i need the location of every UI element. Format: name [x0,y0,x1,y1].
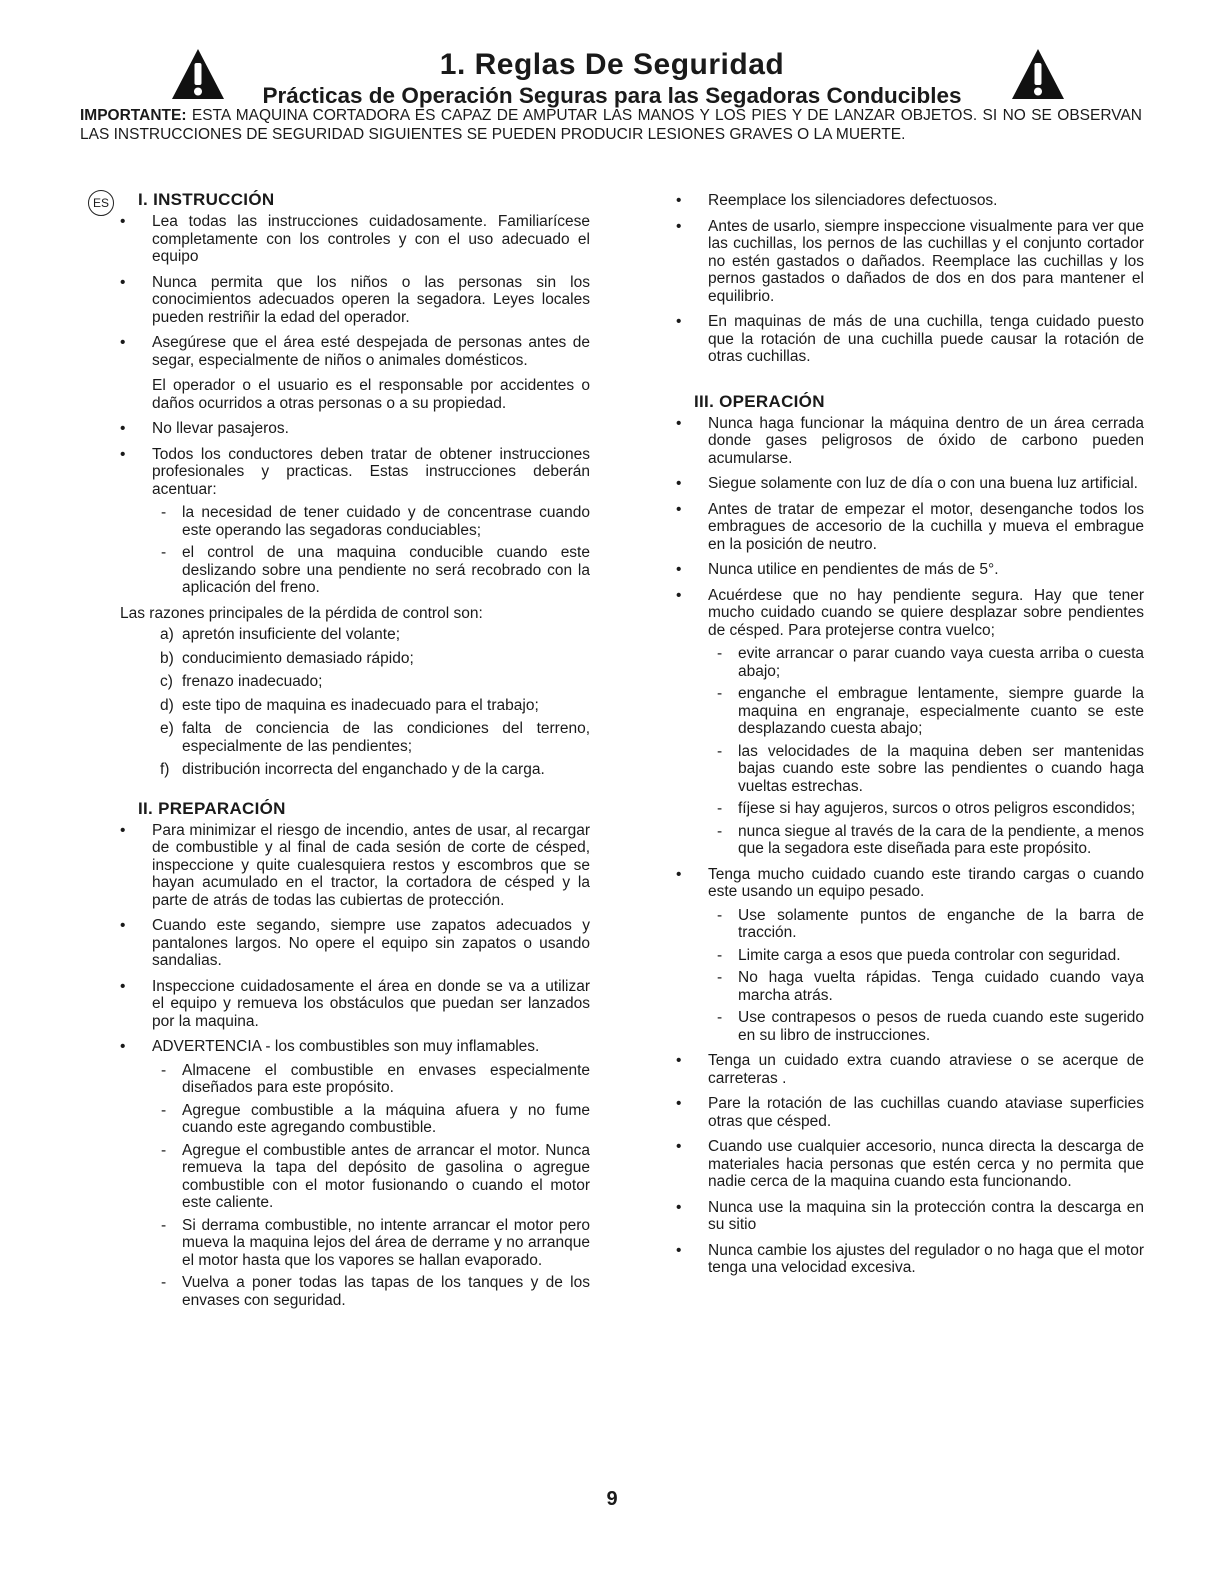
dash-item: - nunca siegue al través de la cara de la pendiente, a menos que la segadora este diseñada para este propósito. [708,823,1144,858]
alpha-letter: d) [160,696,174,714]
right-column [676,192,1144,1285]
dash-item: - Use solamente puntos de enganche de la barra de tracción. [708,907,1144,942]
alpha-letter: b) [160,649,174,667]
list-item: • Inspeccione cuidadosamente el área en donde se va a utilizar el equipo y remueva los obstáculos que puedan ser lanzados por la maquina. [120,978,590,1031]
alpha-text: distribución incorrecta del enganchado y de la carga. [182,761,545,778]
important-warning [80,106,1142,144]
dash-list [708,645,1144,858]
list-item: • Para minimizar el riesgo de incendio, antes de usar, al recargar de combustible y al final de cada sesión de corte de césped, inspeccione y quite cualesquiera restos y escombros que se hayan acumulado en el tractor, la cortadora de césped y la parte de atrás de todas las cubiertas de protección. [120,822,590,910]
dash-item: - Use contrapesos o pesos de rueda cuando este sugerido en su libro de instrucciones. [708,1009,1144,1044]
page-number: 9 [606,1488,618,1510]
list-item: • Antes de usarlo, siempre inspeccione visualmente para ver que las cuchillas, los pernos de las cuchillas y el conjunto cortador no estén gastados o dañados. Reemplace las cuchillas y los pernos gastados o dañados de dos en dos para mantener el equilibrio. [676,218,1144,306]
list-item: • No llevar pasajeros. [120,420,590,438]
alpha-letter: f) [160,761,170,778]
alpha-list [120,626,590,779]
dash-item: - el control de una maquina conducible cuando este deslizando sobre una pendiente no será recobrado con la aplicación del freno. [152,544,590,597]
list-item: • Asegúrese que el área esté despejada de personas antes de segar, especialmente de niños o animales domésticos. [120,334,590,369]
alpha-text: este tipo de maquina es inadecuado para el trabajo; [182,696,539,714]
alpha-item [120,673,590,691]
page-title: 1. Reglas De Seguridad [439,48,785,81]
dash-item: - Vuelva a poner todas las tapas de los tanques y de los envases con seguridad. [152,1274,590,1309]
spacer [676,374,1144,392]
alpha-item [120,626,590,644]
list-item: • Antes de tratar de empezar el motor, desenganche todos los embragues de accesorio de la cuchilla y mueva el embrague en la posición de neutro. [676,501,1144,554]
important-label: IMPORTANTE: [80,107,187,124]
list-item: • Tenga un cuidado extra cuando atraviese o se acerque de carreteras . [676,1052,1144,1087]
dash-item: - Agregue combustible a la máquina afuera y no fume cuando este agregando combustible. [152,1102,590,1137]
alpha-letter: e) [160,720,174,737]
section-title-instruccion: I. INSTRUCCIÓN [138,190,275,209]
instruccion-list-2 [120,420,590,597]
list-item: • Nunca use la maquina sin la protección contra la descarga en su sitio [676,1199,1144,1234]
alpha-item [120,761,590,779]
list-item: • Cuando este segando, siempre use zapatos adecuados y pantalones largos. No opere el equipo sin zapatos o usando sandalias. [120,917,590,970]
alpha-text: conducimiento demasiado rápido; [182,649,414,667]
alpha-item [120,650,590,668]
dash-item: - Limite carga a esos que pueda controlar con seguridad. [708,947,1144,965]
lead-text: Las razones principales de la pérdida de control son: [120,604,483,622]
list-item [120,446,590,597]
alpha-text: falta de conciencia de las condiciones del terreno, especialmente de las pendientes; [182,720,590,755]
list-item: • Nunca permita que los niños o las personas sin los conocimientos adecuados operen la segadora. Leyes locales pueden restriñir la edad del operador. [120,274,590,327]
dash-list [152,1062,590,1310]
list-item: • En maquinas de más de una cuchilla, tenga cuidado puesto que la rotación de una cuchilla puede causar la rotación de otras cuchillas. [676,313,1144,366]
dash-item: - Si derrama combustible, no intente arrancar el motor pero mueva la maquina lejos del área de derrame y no arranque el motor hasta que los vapores se hallan evaporado. [152,1217,590,1270]
alpha-text: apretón insuficiente del volante; [182,626,401,643]
dash-item: - enganche el embrague lentamente, siempre guarde la maquina en engranaje, especialmente cuanto se este desplazando cuesta abajo; [708,685,1144,738]
list-item-text: • Acuérdese que no hay pendiente segura. Hay que tener mucho cuidado cuando se quiere desplazar sobre pendientes de césped. Para protejerse contra vuelco; [708,586,1144,639]
alpha-item [120,720,590,755]
instruccion-list [120,213,590,369]
alpha-text: frenazo inadecuado; [182,673,323,690]
section-title-preparacion: II. PREPARACIÓN [138,798,286,818]
page-subtitle: Prácticas de Operación Seguras para las Segadoras Conducibles [262,83,962,108]
list-item-text: • Tenga mucho cuidado cuando este tirando cargas o cuando este usando un equipo pesado. [708,865,1144,900]
dash-item: - fíjese si hay agujeros, surcos o otros peligros escondidos; [708,800,1144,818]
paragraph: El operador o el usuario es el responsable por accidentes o daños ocurridos a otras personas o a su propiedad. [152,377,590,412]
list-item: • Reemplace los silenciadores defectuosos. [676,192,1144,210]
spacer [120,785,590,799]
list-item [676,587,1144,858]
list-item: • Lea todas las instrucciones cuidadosamente. Familiarícese completamente con los controles y con el uso adecuado el equipo [120,213,590,266]
list-item: • Nunca haga funcionar la máquina dentro de un área cerrada donde gases peligrosos de óxido de carbono pueden acumularse. [676,415,1144,468]
list-item: • Siegue solamente con luz de día o con una buena luz artificial. [676,475,1144,493]
dash-item: - evite arrancar o parar cuando vaya cuesta arriba o cuesta abajo; [708,645,1144,680]
list-item-text: • Todos los conductores deben tratar de obtener instrucciones profesionales y practicas. Estas instrucciones deberán acentuar: [152,445,590,498]
list-item [676,866,1144,1045]
list-item: • Pare la rotación de las cuchillas cuando ataviase superficies otras que césped. [676,1095,1144,1130]
list-item [120,1038,590,1309]
section-title-operacion: III. OPERACIÓN [694,391,825,411]
list-item: • Nunca cambie los ajustes del regulador o no haga que el motor tenga una velocidad excesiva. [676,1242,1144,1277]
left-column [120,190,590,1317]
dash-item: - las velocidades de la maquina deben ser mantenidas bajas cuando este sobre las pendientes o cuando haga vueltas estrechas. [708,743,1144,796]
dash-item: - la necesidad de tener cuidado y de concentrase cuando este operando las segadoras conduciables; [152,504,590,539]
page-header [0,48,1224,110]
preparacion-list [120,822,590,1310]
list-item-text: • ADVERTENCIA - los combustibles son muy inflamables. [152,1038,540,1055]
dash-item: - Almacene el combustible en envases especialmente diseñados para este propósito. [152,1062,590,1097]
alpha-letter: a) [160,626,174,643]
dash-item: - No haga vuelta rápidas. Tenga cuidado cuando vaya marcha atrás. [708,969,1144,1004]
list-item: • Cuando use cualquier accesorio, nunca directa la descarga de materiales hacia personas que estén cerca y no permita que nadie cerca de la maquina cuando esta funcionando. [676,1138,1144,1191]
dash-list [152,504,590,597]
alpha-item [120,697,590,715]
language-badge: ES [88,190,114,216]
list-item: • Nunca utilice en pendientes de más de 5°. [676,561,1144,579]
important-text: ESTA MAQUINA CORTADORA ES CAPAZ DE AMPUTAR LAS MANOS Y LOS PIES Y DE LANZAR OBJETOS. SI NO SE OBSERVAN LAS INSTRUCCIONES DE SEGURIDAD SIGUIENTES SE PUEDEN PRODUCIR LESIONES GRAVES O LA MUERTE. [80,107,1142,143]
alpha-letter: c) [160,673,173,690]
dash-item: - Agregue el combustible antes de arrancar el motor. Nunca remueva la tapa del depósito de gasolina o agregue combustible con el motor fusionando o cuando el motor este caliente. [152,1142,590,1212]
operacion-list [676,415,1144,1277]
dash-list [708,907,1144,1045]
preparacion-list-continued [676,192,1144,366]
